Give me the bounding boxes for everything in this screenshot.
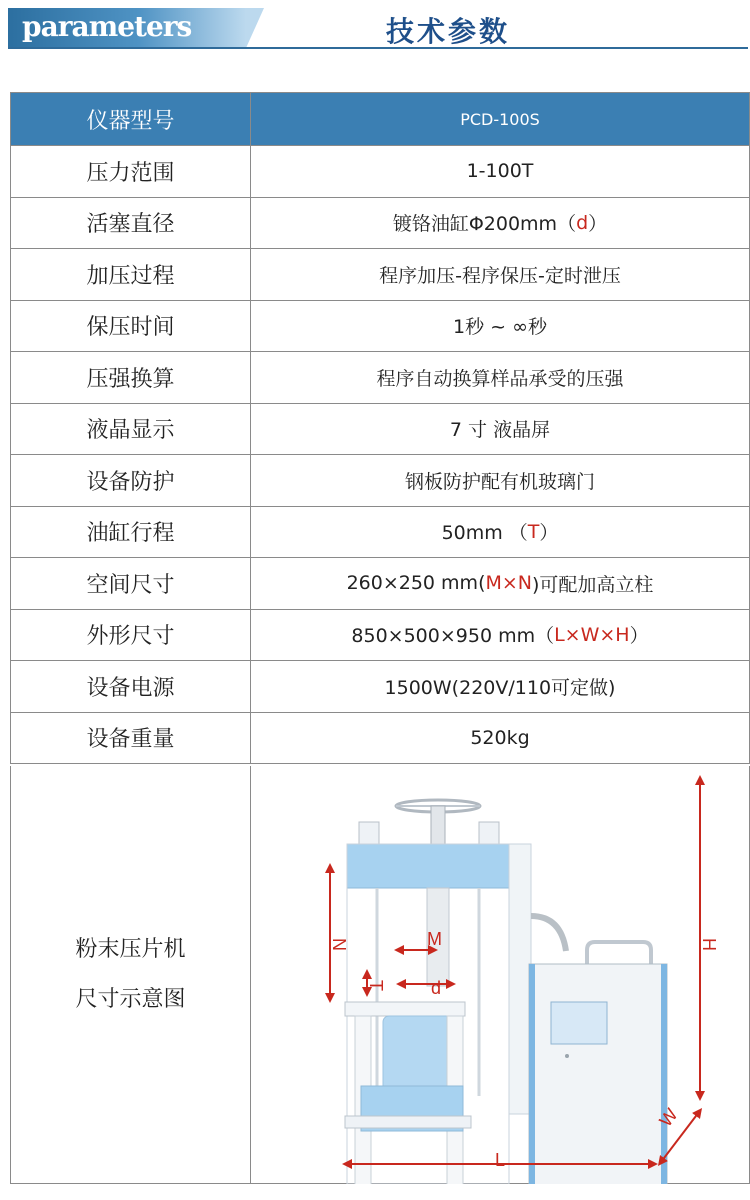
label-n: N xyxy=(329,938,349,951)
label-h: H xyxy=(699,938,719,951)
press-dimension-diagram xyxy=(251,766,750,1184)
header-divider xyxy=(8,47,748,49)
label-l: L xyxy=(495,1150,506,1170)
row-label: 油缸行程 xyxy=(11,507,251,558)
row-value xyxy=(251,507,749,558)
table-row xyxy=(11,301,750,353)
label-t: T xyxy=(366,980,386,991)
row-value: 1秒 ~ ∞秒 xyxy=(453,316,547,339)
table-row xyxy=(11,558,750,610)
table-row xyxy=(11,610,750,662)
row-label: 设备电源 xyxy=(11,661,251,712)
row-value: 520kg xyxy=(470,726,530,749)
table-row xyxy=(11,507,750,559)
table-row xyxy=(11,404,750,456)
row-label: 液晶显示 xyxy=(11,404,251,455)
label-d: d xyxy=(431,978,442,998)
table-row xyxy=(11,455,750,507)
value-text: 50mm （ xyxy=(441,522,528,545)
label-m: M xyxy=(427,929,442,949)
table-header-row xyxy=(11,92,750,146)
row-value: 程序加压-程序保压-定时泄压 xyxy=(379,264,621,287)
row-label: 保压时间 xyxy=(11,301,251,352)
value-text: )可配加高立柱 xyxy=(532,573,654,596)
table-row xyxy=(11,249,750,301)
controller-unit xyxy=(529,942,667,1184)
header-label: 仪器型号 xyxy=(11,93,251,145)
value-highlight: d xyxy=(576,211,589,234)
row-label: 压强换算 xyxy=(11,352,251,403)
row-label: 设备防护 xyxy=(11,455,251,506)
table-row xyxy=(11,146,750,198)
diagram-label-line1: 粉末压片机 xyxy=(75,936,186,962)
row-value: 1-100T xyxy=(466,160,534,183)
value-highlight: T xyxy=(527,520,540,543)
header-title-en: parameters xyxy=(22,10,192,43)
spec-table xyxy=(10,92,750,764)
value-text: 850×500×950 mm（ xyxy=(351,625,555,648)
table-row xyxy=(11,713,750,765)
row-value: 1500W(220V/110可定做) xyxy=(384,676,616,699)
value-text: 镀铬油缸Φ200mm（ xyxy=(392,213,577,236)
row-label: 压力范围 xyxy=(11,146,251,197)
table-row xyxy=(11,198,750,250)
value-text: ） xyxy=(629,625,649,648)
row-value: 钢板防护配有机玻璃门 xyxy=(404,470,595,493)
header-value: PCD-100S xyxy=(460,109,540,129)
header xyxy=(0,0,750,62)
row-value xyxy=(251,198,749,249)
diagram-row xyxy=(10,766,750,1184)
diagram-label xyxy=(11,766,251,1183)
row-value: 程序自动换算样品承受的压强 xyxy=(376,367,624,390)
row-label: 活塞直径 xyxy=(11,198,251,249)
row-label: 外形尺寸 xyxy=(11,610,251,661)
value-text: ） xyxy=(588,213,608,236)
row-label: 空间尺寸 xyxy=(11,558,251,609)
value-text: ） xyxy=(539,522,559,545)
row-value: 7 寸 液晶屏 xyxy=(449,419,551,442)
row-label: 加压过程 xyxy=(11,249,251,300)
row-value xyxy=(251,558,749,609)
table-row xyxy=(11,661,750,713)
value-highlight: M×N xyxy=(485,572,533,595)
table-row xyxy=(11,352,750,404)
value-highlight: L×W×H xyxy=(554,623,630,646)
row-value xyxy=(251,610,749,661)
diagram-label-line2: 尺寸示意图 xyxy=(75,986,186,1012)
row-label: 设备重量 xyxy=(11,713,251,764)
value-text: 260×250 mm( xyxy=(346,572,486,595)
header-title-cn: 技术参数 xyxy=(386,15,511,48)
label-w: W xyxy=(655,1104,682,1131)
